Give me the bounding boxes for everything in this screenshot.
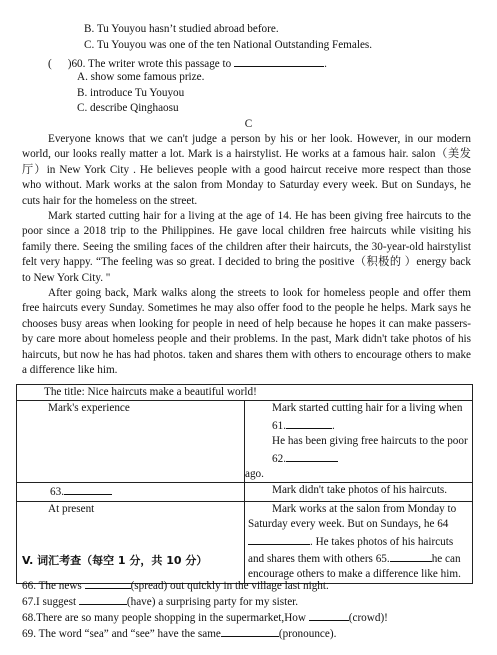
- q60-option-c: C. describe Qinghaosu: [77, 102, 179, 114]
- row-present-text: Mark works at the salon from Monday to Saturday every week. But on Sundays, he 64. He takes photos of his haircuts and shares them with others 65. he can encourage others to make a difference like him.: [245, 501, 473, 583]
- answer-blank[interactable]: [286, 417, 332, 429]
- q60-option-a: A. show some famous prize.: [77, 71, 205, 83]
- q60-open-paren: (: [48, 58, 52, 70]
- vocab-item-67: 67.I suggest (have) a surprising party for my sister.: [22, 593, 298, 610]
- table-title: The title: Nice haircuts make a beautiful world!: [17, 385, 473, 401]
- answer-blank[interactable]: [390, 550, 432, 562]
- row-label-63: 63.: [17, 483, 245, 501]
- option-c: C. Tu Youyou was one of the ten National Outstanding Females.: [84, 39, 373, 51]
- answer-blank[interactable]: [286, 450, 338, 462]
- table-row: [17, 401, 473, 483]
- vocab-item-68: 68.There are so many people shopping in the supermarket,How (crowd)!: [22, 609, 388, 626]
- row-label-experience: Mark's experience: [17, 401, 245, 483]
- answer-blank[interactable]: [309, 609, 349, 621]
- answer-blank[interactable]: [85, 577, 131, 589]
- answer-blank[interactable]: [248, 533, 310, 545]
- row-experience-text: Mark started cutting hair for a living when 61. . He has been giving free haircuts to the poor 62. ago.: [245, 401, 473, 483]
- q60-end: .: [324, 58, 327, 70]
- vocab-heading: V. 词汇考查（每空 1 分，共 10 分）: [22, 554, 208, 567]
- row-label-present: At present: [17, 501, 245, 583]
- passage-paragraph-2: Mark started cutting hair for a living at the age of 14. He has been giving free haircuts to the poor since a 2018 trip to the Philippines. He gave local children free haircuts while visiting his family there. Seeing the smiling faces of the children after their haircuts, the 30-year-old hairstylist felt very happy. “The feeling was so great. I decided to bring the positive（积极的 ）energy back to New York City. ": [22, 210, 471, 284]
- reading-passage: [22, 132, 471, 379]
- table-row: [17, 483, 473, 501]
- answer-blank[interactable]: [234, 55, 324, 67]
- q60-option-b: B. introduce Tu Youyou: [77, 87, 185, 99]
- answer-blank[interactable]: [221, 625, 279, 637]
- section-c-label: C: [244, 118, 253, 130]
- vocab-item-69: 69. The word “sea” and “see” have the same (pronounce).: [22, 625, 336, 642]
- q60-stem: )60. The writer wrote this passage to: [67, 58, 232, 70]
- passage-paragraph-3: After going back, Mark walks along the streets to look for homeless people and offer them free haircuts every Sunday. Sometimes he may also offer food to the people he helps. Mark says he chooses busy areas when looking for people in need of help because he hopes it can make passers-by care more about homeless people and their problems. In the past, Mark didn't take photos of his haircuts, but now he has had photos. taken and shares them with others to encourage others to make a difference like him.: [22, 287, 471, 377]
- row-63-text: Mark didn't take photos of his haircuts.: [245, 483, 473, 501]
- table-row: [17, 501, 473, 583]
- table-row: [17, 385, 473, 401]
- answer-blank[interactable]: [79, 593, 127, 605]
- answer-blank[interactable]: [64, 483, 112, 495]
- passage-paragraph-1: Everyone knows that we can't judge a person by his or her look. However, in our modern world, our looks really matter a lot. Mark is a hairstylist. He works at a famous hair. salon（美发厅）in New York City . He believes people with a good haircut receive more respect than those who without. Mark works at the salon from Monday to Saturday every week. But on Sundays, he cuts hair for the homeless on the street.: [22, 133, 471, 207]
- vocab-item-66: 66. The news (spread) out quickly in the village last night.: [22, 577, 329, 594]
- option-b: B. Tu Youyou hasn’t studied abroad before.: [84, 23, 279, 35]
